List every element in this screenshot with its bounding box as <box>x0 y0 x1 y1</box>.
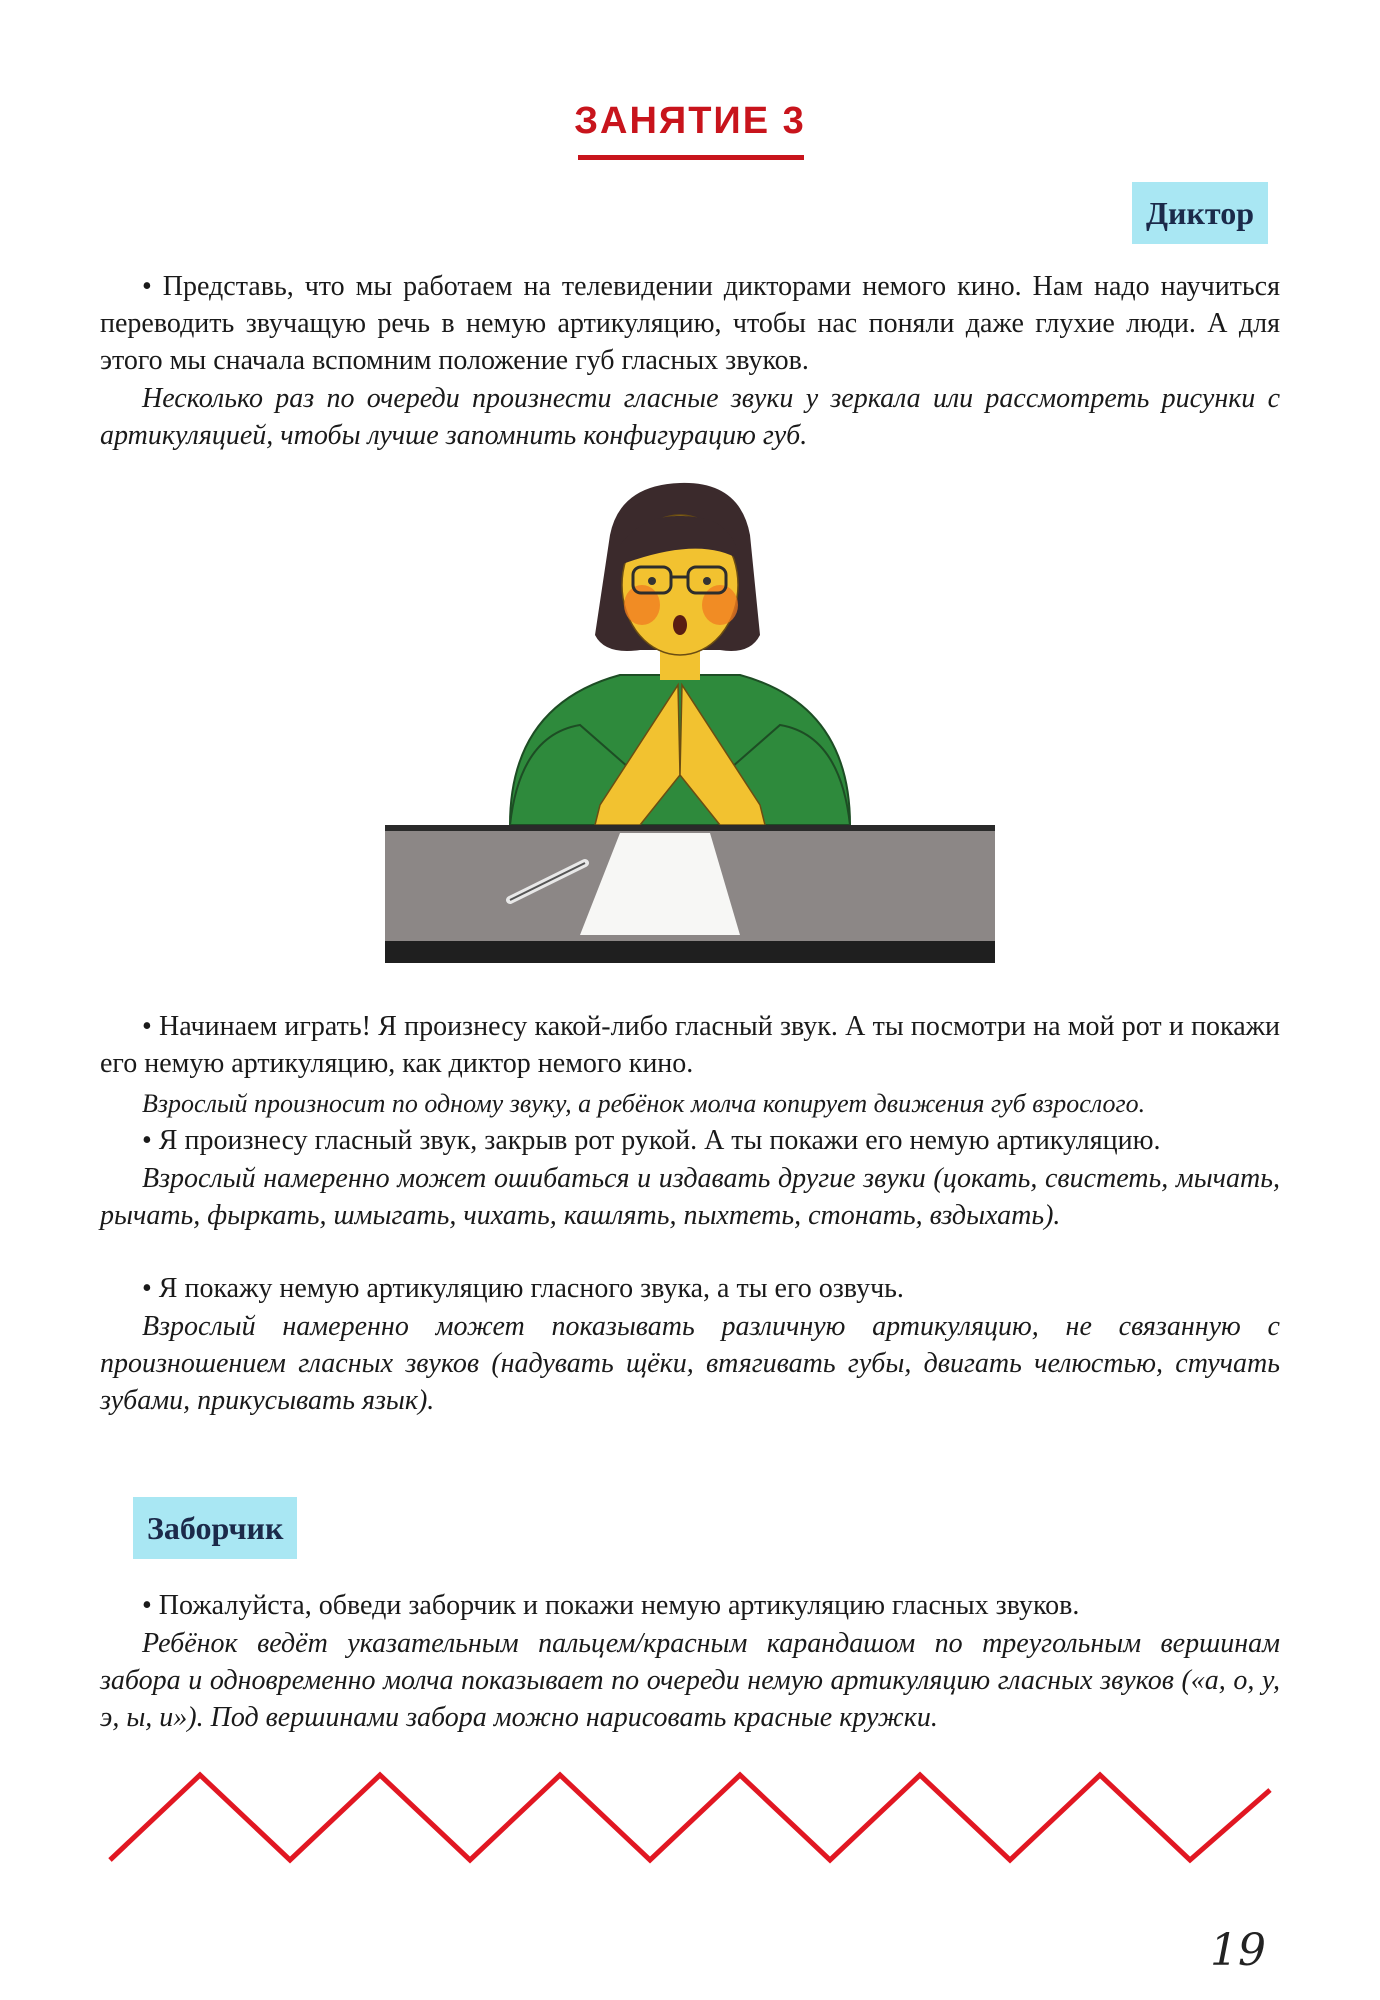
task-2-note: Взрослый намеренно может ошибаться и издавать другие звуки (цокать, свистеть, мычать, рычать, фыркать, шмыгать, чихать, кашлять, пыхтеть, стонать, вздыхать). <box>100 1163 1280 1231</box>
fence-task: • Пожалуйста, обведи заборчик и покажи немую артикуляцию гласных звуков. <box>142 1590 1080 1621</box>
left-cheek <box>624 585 660 625</box>
title-underline <box>578 155 804 160</box>
intro-paragraph: • Представь, что мы работаем на телевидении дикторами немого кино. Нам надо научиться переводить звучащую речь в немую артикуляцию, чтобы нас поняли даже глухие люди. А для этого мы сначала вспомним положение губ гласных звуков. <box>100 271 1280 376</box>
right-eye <box>703 577 711 585</box>
section-badge-diktor: Диктор <box>1132 182 1268 244</box>
left-eye <box>648 577 656 585</box>
right-cheek <box>702 585 738 625</box>
lesson-title: ЗАНЯТИЕ 3 <box>574 100 806 142</box>
task-1: • Начинаем играть! Я произнесу какой-либо гласный звук. А ты посмотри на мой рот и покажи его немую артикуляцию, как диктор немого кино. <box>100 1011 1280 1079</box>
task-1-note: Взрослый произносит по одному звуку, а ребёнок молча копирует движения губ взрослого. <box>142 1089 1146 1118</box>
announcer-illustration <box>380 475 1000 965</box>
task-3-note: Взрослый намеренно может показывать различную артикуляцию, не связанную с произношением гласных звуков (надувать щёки, втягивать губы, двигать челюстью, стучать зубами, прикусывать язык). <box>100 1311 1280 1416</box>
desk-front-edge <box>385 941 995 963</box>
section-badge-zaborchik: Заборчик <box>133 1497 297 1559</box>
fence-zigzag[interactable] <box>100 1765 1280 1865</box>
page-number: 19 <box>1210 1925 1266 1976</box>
mouth <box>673 615 687 635</box>
intro-note: Несколько раз по очереди произнести гласные звуки у зеркала или рассмотреть рисунки с артикуляцией, чтобы лучше запомнить конфигурацию губ. <box>100 383 1280 451</box>
fence-task-note: Ребёнок ведёт указательным пальцем/красным карандашом по треугольным вершинам забора и одновременно молча показывает по очереди немую артикуляцию гласных звуков («а, о, у, э, ы, и»). Под вершинами забора можно нарисовать красные кружки. <box>100 1628 1280 1733</box>
task-2: • Я произнесу гласный звук, закрыв рот рукой. А ты покажи его немую артикуляцию. <box>142 1125 1161 1156</box>
fence-line[interactable] <box>110 1775 1270 1860</box>
task-3: • Я покажу немую артикуляцию гласного звука, а ты его озвучь. <box>142 1273 904 1304</box>
desk-top-edge <box>385 825 995 831</box>
